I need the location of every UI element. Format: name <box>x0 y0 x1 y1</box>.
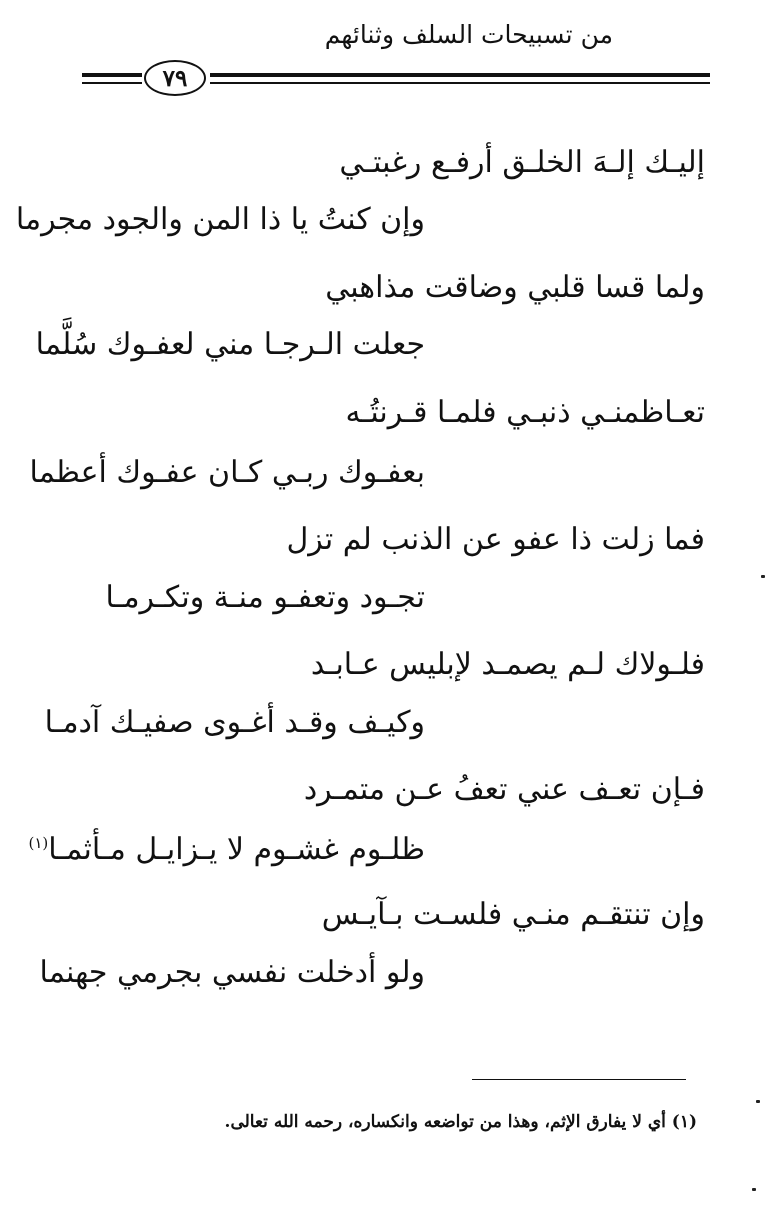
verse-1-second-hemistich: وإن كنتُ يا ذا المن والجود مجرما <box>15 202 425 237</box>
verse-3-first-hemistich: تعـاظمنـي ذنبـي فلمـا قـرنتُـه <box>345 395 705 430</box>
header-rule-left <box>82 73 142 77</box>
verse-4-first-hemistich: فما زلت ذا عفو عن الذنب لم تزل <box>286 522 705 557</box>
footnote-marker: (١) <box>28 834 49 852</box>
footnote-text: (١) أي لا يفارق الإثم، وهذا من تواضعه وانكساره، رحمه الله تعالى. <box>224 1112 697 1132</box>
verse-2-second-hemistich: جعلت الـرجـا مني لعفـوك سُلَّما <box>35 327 425 362</box>
scan-speck <box>761 575 765 578</box>
scan-speck <box>752 1188 756 1191</box>
verse-6-first-hemistich: فـإن تعـف عني تعفُ عـن متمـرد <box>303 772 705 807</box>
footnote-separator <box>472 1079 686 1080</box>
verse-text: ظلـوم غشـوم لا يـزايـل مـأثمـا <box>48 832 425 867</box>
verse-7-second-hemistich: ولو أدخلت نفسي بجرمي جهنما <box>39 955 425 990</box>
running-title: من تسبيحات السلف وثنائهم <box>324 20 613 49</box>
verse-5-second-hemistich: وكيـف وقـد أغـوى صفيـك آدمـا <box>44 705 425 740</box>
header-rule-right <box>210 73 710 77</box>
verse-7-first-hemistich: وإن تنتقـم منـي فلسـت بـآيـس <box>321 897 705 932</box>
scan-speck <box>756 1100 760 1103</box>
page-number: ٧٩ <box>144 60 206 96</box>
verse-2-first-hemistich: ولما قسا قلبي وضاقت مذاهبي <box>325 270 705 305</box>
verse-4-second-hemistich: تجـود وتعفـو منـة وتكـرمـا <box>105 580 425 615</box>
verse-6-second-hemistich <box>28 832 425 867</box>
verse-3-second-hemistich: بعفـوك ربـي كـان عفـوك أعظما <box>29 455 425 490</box>
verse-1-first-hemistich: إليـك إلـهَ الخلـق أرفـع رغبتـي <box>339 145 705 180</box>
verse-5-first-hemistich: فلـولاك لـم يصمـد لإبليس عـابـد <box>310 647 705 682</box>
